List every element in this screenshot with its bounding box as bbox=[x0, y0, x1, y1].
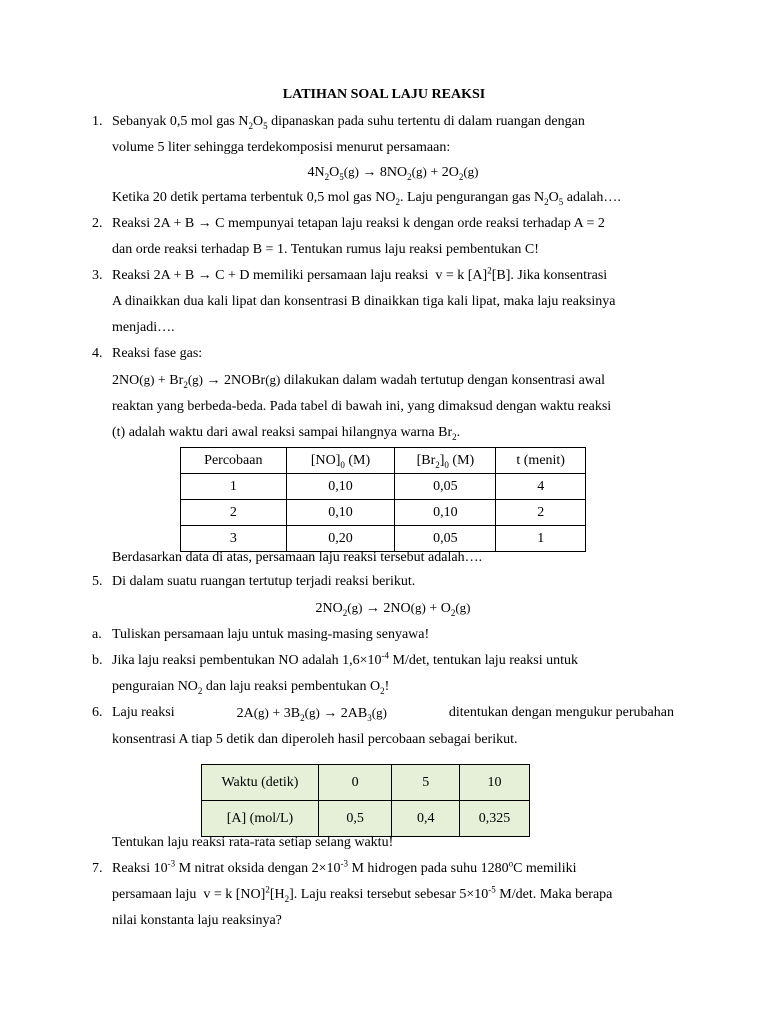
q3-line1-b: Jika konsentrasi bbox=[517, 268, 608, 283]
table-cell: 4 bbox=[496, 474, 586, 500]
table-row bbox=[202, 765, 530, 801]
table-cell: Waktu (detik) bbox=[202, 765, 319, 801]
table-cell: 0,10 bbox=[395, 500, 496, 526]
table-header-row bbox=[181, 448, 586, 474]
table-cell: 10 bbox=[460, 765, 530, 801]
q1-line3-c: adalah…. bbox=[563, 190, 621, 205]
q6-equation: $2A(g) + 3B_2(g) \to 2AB_3(g)$ bbox=[236, 705, 387, 723]
table-cell: 0 bbox=[318, 765, 391, 801]
page-title: LATIHAN SOAL LAJU REAKSI bbox=[282, 87, 486, 102]
q1-line2: volume 5 liter sehingga terdekomposisi menurut persamaan: bbox=[112, 140, 451, 155]
q1-question: Ketika 20 detik pertama terbentuk 0,5 mol gas $NO_2$. Laju pengurangan gas $N_2O_5$ adalah…. bbox=[112, 190, 621, 207]
table-cell: 2 bbox=[496, 500, 586, 526]
question-1-text: Sebanyak 0,5 mol gas $N_2O_5$ dipanaskan pada suhu tertentu di dalam ruangan dengan volume 5 liter sehingga terdekomposisi menurut persamaan: bbox=[112, 114, 585, 155]
table-header-cell: Percobaan bbox=[181, 448, 287, 474]
table-cell: 0,05 bbox=[395, 526, 496, 552]
q6-after-text: Tentukan laju reaksi rata-rata setiap selang waktu! bbox=[112, 835, 394, 850]
q7-line1-d: C memiliki bbox=[513, 861, 577, 876]
table-cell: 3 bbox=[181, 526, 287, 552]
table-cell: 0,20 bbox=[286, 526, 395, 552]
q7-line2-a: persamaan laju bbox=[112, 887, 197, 902]
question-number-5: 5. bbox=[92, 574, 103, 589]
table-cell: 0,5 bbox=[318, 801, 391, 837]
q7-rate-law: v = k $[NO]^2[H_2]$. bbox=[199, 884, 298, 904]
q3-line3: menjadi…. bbox=[112, 320, 175, 335]
table-cell: 0,10 bbox=[286, 474, 395, 500]
question-number-1: 1. bbox=[92, 114, 103, 129]
q4-line3: reaktan yang berbeda-beda. Pada tabel di bawah ini, yang dimaksud dengan waktu reaksi bbox=[112, 399, 612, 414]
q7-line2-c: M/det. Maka berapa bbox=[495, 887, 613, 902]
q7-line1-c: M hidrogen pada suhu 1280 bbox=[347, 861, 509, 876]
table-header-cell: $[NO]_0$ (M) bbox=[286, 448, 395, 474]
experiment-table bbox=[180, 447, 586, 552]
q5-a-label: a. bbox=[92, 627, 102, 642]
q4-line2-b: dilakukan dalam wadah tertutup dengan konsentrasi awal bbox=[283, 373, 606, 388]
table-cell: 5 bbox=[392, 765, 460, 801]
table-cell: 1 bbox=[496, 526, 586, 552]
q4-line4-a: (t) adalah waktu dari awal reaksi sampai hilangnya warna Br bbox=[112, 425, 453, 440]
table-cell: [A] (mol/L) bbox=[202, 801, 319, 837]
q3-line1-a: Reaksi 2A + B → C + D memiliki persamaan laju reaksi bbox=[112, 268, 429, 283]
q6-line1-a: Laju reaksi bbox=[112, 705, 175, 720]
q1-line3-a: Ketika 20 detik pertama terbentuk 0,5 mol gas NO bbox=[112, 190, 396, 205]
q6-line2: konsentrasi A tiap 5 detik dan diperoleh hasil percobaan sebagai berikut. bbox=[112, 732, 518, 747]
q7-line1-a: Reaksi 10 bbox=[112, 861, 168, 876]
q5-equation: $2NO_2(g) \to 2NO(g) + O_2(g)$ bbox=[315, 600, 471, 618]
question-number-6: 6. bbox=[92, 705, 103, 720]
q5-b-line1-b: M/det, tentukan laju reaksi untuk bbox=[389, 653, 579, 668]
q1-line3-b: . Laju pengurangan gas N bbox=[399, 190, 545, 205]
question-6-text bbox=[112, 700, 674, 753]
table-header-cell: $[Br_2]_0$ (M) bbox=[395, 448, 496, 474]
question-number-3: 3. bbox=[92, 268, 103, 283]
question-4-text: Reaksi fase gas: $2NO(g) + Br_2(g)$ → 2NOBr(g) dilakukan dalam wadah tertutup dengan konsentrasi awal reaktan yang berbeda-beda. Pada tabel di bawah ini, yang dimaksud dengan waktu reaksi (t) adalah waktu dari awal reaksi sampai hilangnya warna $Br_2$. bbox=[112, 346, 612, 442]
table-row bbox=[181, 500, 586, 526]
question-3-text bbox=[112, 263, 674, 341]
q5-b-line2-b: dan laju reaksi pembentukan O bbox=[202, 679, 381, 694]
q5-b-line2-a: penguraian NO bbox=[112, 679, 198, 694]
q2-line1: Reaksi 2A + B → C mempunyai tetapan laju reaksi k dengan orde reaksi terhadap A = 2 bbox=[112, 216, 605, 231]
q4-after-text: Berdasarkan data di atas, persamaan laju reaksi tersebut adalah…. bbox=[112, 550, 483, 565]
question-7-text: Reaksi $10^{-3}$ M nitrat oksida dengan $2\times 10^{-3}$ M hidrogen pada suhu 1280$^o$C memiliki persamaan laju v = k $[NO]^2[H_2]$. Laju reaksi tersebut sebesar $5\times 10^{-5}$ M/det. Maka berapa nilai konstanta laju reaksinya? bbox=[112, 858, 613, 928]
q7-line1-b: M nitrat oksida dengan 2×10 bbox=[175, 861, 341, 876]
question-number-7: 7. bbox=[92, 861, 103, 876]
q7-line3: nilai konstanta laju reaksinya? bbox=[112, 913, 282, 928]
question-2-text bbox=[112, 211, 674, 263]
question-number-2: 2. bbox=[92, 216, 103, 231]
q1-line1-b: dipanaskan pada suhu tertentu di dalam ruangan dengan bbox=[267, 114, 585, 129]
q5-b-label: b. bbox=[92, 653, 103, 668]
q7-line2-b: Laju reaksi tersebut sebesar 5×10 bbox=[300, 887, 489, 902]
q1-equation: $4N_2O_5(g) \to 8NO_2(g) + 2O_2(g)$ bbox=[307, 164, 479, 182]
table-cell: 0,4 bbox=[392, 801, 460, 837]
q1-line1-a: Sebanyak 0,5 mol gas N bbox=[112, 114, 249, 129]
q6-line1-b: ditentukan dengan mengukur perubahan bbox=[448, 705, 674, 720]
table-row bbox=[181, 474, 586, 500]
table-cell: 0,10 bbox=[286, 500, 395, 526]
q5-a-text: Tuliskan persamaan laju untuk masing-masing senyawa! bbox=[112, 627, 430, 642]
question-number-4: 4. bbox=[92, 346, 103, 361]
q5-b-line2-c: ! bbox=[384, 679, 390, 694]
q5-line1: Di dalam suatu ruangan tertutup terjadi reaksi berikut. bbox=[112, 574, 416, 589]
table-header-cell: t (menit) bbox=[496, 448, 586, 474]
q3-rate-law: v = k $[A]^2[B]$. bbox=[431, 265, 514, 283]
table-cell: 1 bbox=[181, 474, 287, 500]
q5-b-text: Jika laju reaksi pembentukan NO adalah $1,6\times 10^{-4}$ M/det, tentukan laju reaksi untuk penguraian $NO_2$ dan laju reaksi pembentukan $O_2$! bbox=[112, 650, 579, 696]
q4-line1: Reaksi fase gas: bbox=[112, 346, 203, 361]
concentration-table bbox=[201, 764, 530, 837]
table-cell: 0,325 bbox=[460, 801, 530, 837]
table-cell: 0,05 bbox=[395, 474, 496, 500]
q5-b-line1-a: Jika laju reaksi pembentukan NO adalah 1,6×10 bbox=[112, 653, 382, 668]
q3-line2: A dinaikkan dua kali lipat dan konsentrasi B dinaikkan tiga kali lipat, maka laju reaksinya bbox=[112, 294, 616, 309]
table-cell: 2 bbox=[181, 500, 287, 526]
q4-equation: $2NO(g) + Br_2(g)$ → 2NOBr(g) bbox=[112, 372, 281, 390]
q2-line2: dan orde reaksi terhadap B = 1. Tentukan rumus laju reaksi pembentukan C! bbox=[112, 242, 539, 257]
